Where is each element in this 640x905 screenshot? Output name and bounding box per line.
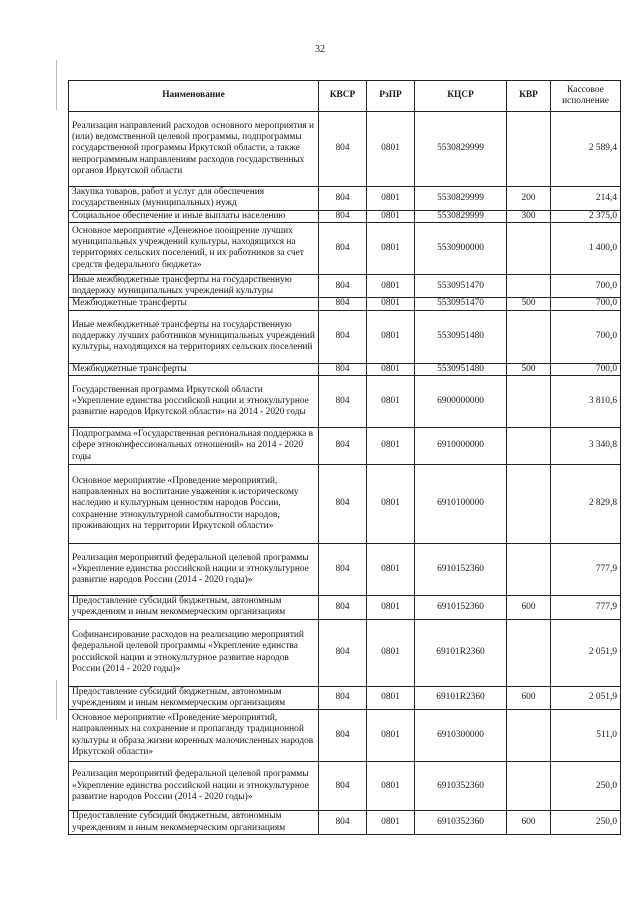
cell-rzpr: 0801 <box>367 428 415 465</box>
table-row <box>69 363 621 375</box>
cell-rzpr: 0801 <box>367 376 415 428</box>
cell-rzpr: 0801 <box>367 210 415 222</box>
cell-kvr: 500 <box>507 363 551 375</box>
cell-name: Реализация направлений расходов основного мероприятия и (или) ведомственной целевой программы, подпрограммы государственной программы Иркутской области, а также непрограммным направлениям расходов государственных органов Иркутской области <box>69 112 319 187</box>
cell-amount: 2 375,0 <box>551 210 621 222</box>
cell-kvsr: 804 <box>319 363 367 375</box>
cell-rzpr: 0801 <box>367 710 415 762</box>
cell-amount: 700,0 <box>551 310 621 363</box>
cell-kcsr: 5530829999 <box>415 210 507 222</box>
table-row <box>69 310 621 363</box>
cell-rzpr: 0801 <box>367 112 415 187</box>
cell-name: Иные межбюджетные трансферты на государственную поддержку муниципальных учреждений культуры <box>69 274 319 298</box>
cell-kvr <box>507 710 551 762</box>
cell-kcsr: 5530951480 <box>415 363 507 375</box>
cell-amount: 777,9 <box>551 596 621 620</box>
cell-kcsr: 6900000000 <box>415 376 507 428</box>
cell-kvr <box>507 544 551 596</box>
cell-amount: 3 810,6 <box>551 376 621 428</box>
cell-rzpr: 0801 <box>367 811 415 835</box>
header-kcsr: КЦСР <box>415 81 507 112</box>
cell-amount: 700,0 <box>551 363 621 375</box>
table-row <box>69 596 621 620</box>
table-row <box>69 298 621 310</box>
table-row <box>69 112 621 187</box>
cell-kvr <box>507 376 551 428</box>
header-amount: Кассовое исполнение <box>551 81 621 112</box>
cell-kvr <box>507 222 551 274</box>
cell-kvr <box>507 112 551 187</box>
cell-name: Основное мероприятие «Денежное поощрение лучших муниципальных учреждений культуры, находящихся на территориях сельских поселений, и их работников за счет средств федерального бюджета» <box>69 222 319 274</box>
cell-kvr: 600 <box>507 596 551 620</box>
cell-rzpr: 0801 <box>367 187 415 211</box>
cell-kvr: 500 <box>507 298 551 310</box>
cell-rzpr: 0801 <box>367 274 415 298</box>
table-row <box>69 710 621 762</box>
table-row <box>69 274 621 298</box>
table-row <box>69 210 621 222</box>
cell-kvsr: 804 <box>319 222 367 274</box>
cell-kvsr: 804 <box>319 187 367 211</box>
cell-name: Межбюджетные трансферты <box>69 298 319 310</box>
cell-name: Софинансирование расходов на реализацию мероприятий федеральной целевой программы «Укрепление единства российской нации и этнокультурное развитие народов России (2014 - 2020 годы)» <box>69 619 319 686</box>
cell-amount: 511,0 <box>551 710 621 762</box>
cell-amount: 2 051,9 <box>551 686 621 710</box>
cell-kvsr: 804 <box>319 298 367 310</box>
cell-amount: 1 400,0 <box>551 222 621 274</box>
cell-kvr <box>507 428 551 465</box>
cell-amount: 700,0 <box>551 274 621 298</box>
cell-kvr <box>507 274 551 298</box>
table-row <box>69 187 621 211</box>
cell-kvsr: 804 <box>319 210 367 222</box>
cell-amount: 2 051,9 <box>551 619 621 686</box>
table-row <box>69 762 621 811</box>
margin-mark <box>56 60 57 110</box>
cell-kcsr: 6910352360 <box>415 811 507 835</box>
cell-kvr <box>507 465 551 544</box>
header-rzpr: РзПР <box>367 81 415 112</box>
cell-amount: 250,0 <box>551 811 621 835</box>
table-row <box>69 811 621 835</box>
cell-kcsr: 5530829999 <box>415 187 507 211</box>
cell-name: Межбюджетные трансферты <box>69 363 319 375</box>
cell-amount: 700,0 <box>551 298 621 310</box>
table-row <box>69 619 621 686</box>
cell-kvsr: 804 <box>319 619 367 686</box>
cell-name: Предоставление субсидий бюджетным, автономным учреждениям и иным некоммерческим организациям <box>69 811 319 835</box>
cell-kcsr: 5530900000 <box>415 222 507 274</box>
cell-kvsr: 804 <box>319 762 367 811</box>
cell-amount: 250,0 <box>551 762 621 811</box>
cell-rzpr: 0801 <box>367 363 415 375</box>
cell-kcsr: 6910000000 <box>415 428 507 465</box>
cell-rzpr: 0801 <box>367 544 415 596</box>
cell-kvsr: 804 <box>319 376 367 428</box>
cell-rzpr: 0801 <box>367 762 415 811</box>
header-name: Наименование <box>69 81 319 112</box>
cell-kcsr: 5530951470 <box>415 274 507 298</box>
table-header-row <box>69 81 621 112</box>
cell-kcsr: 69101R2360 <box>415 686 507 710</box>
cell-name: Социальное обеспечение и иные выплаты населению <box>69 210 319 222</box>
cell-name: Реализация мероприятий федеральной целевой программы «Укрепление единства российской нации и этнокультурное развитие народов России (2014 - 2020 годы)» <box>69 762 319 811</box>
cell-kvsr: 804 <box>319 596 367 620</box>
table-row <box>69 428 621 465</box>
cell-kvr: 200 <box>507 187 551 211</box>
cell-kcsr: 6910100000 <box>415 465 507 544</box>
cell-amount: 2 589,4 <box>551 112 621 187</box>
cell-name: Основное мероприятие «Проведение мероприятий, направленных на воспитание уважения к историческому наследию и культурным ценностям народов России, сохранение этнокультурной самобытности народов, проживающих на территории Иркутской области» <box>69 465 319 544</box>
header-kvr: КВР <box>507 81 551 112</box>
cell-kvr <box>507 310 551 363</box>
table-row <box>69 686 621 710</box>
cell-kcsr: 5530951480 <box>415 310 507 363</box>
cell-name: Предоставление субсидий бюджетным, автономным учреждениям и иным некоммерческим организациям <box>69 596 319 620</box>
cell-name: Подпрограмма «Государственная региональная поддержка в сфере этноконфессиональных отношений» на 2014 - 2020 годы <box>69 428 319 465</box>
cell-name: Основное мероприятие «Проведение мероприятий, направленных на сохранение и пропаганду традиционной культуры и образа жизни коренных малочисленных народов Иркутской области» <box>69 710 319 762</box>
cell-rzpr: 0801 <box>367 619 415 686</box>
cell-rzpr: 0801 <box>367 686 415 710</box>
cell-kvsr: 804 <box>319 112 367 187</box>
cell-name: Реализация мероприятий федеральной целевой программы «Укрепление единства российской нации и этнокультурное развитие народов России (2014 - 2020 годы)» <box>69 544 319 596</box>
cell-kvsr: 804 <box>319 811 367 835</box>
cell-name: Иные межбюджетные трансферты на государственную поддержку лучших работников муниципальных учреждений культуры, находящихся на территориях сельских поселений <box>69 310 319 363</box>
cell-kvr: 300 <box>507 210 551 222</box>
cell-name: Закупка товаров, работ и услуг для обеспечения государственных (муниципальных) нужд <box>69 187 319 211</box>
cell-rzpr: 0801 <box>367 465 415 544</box>
cell-amount: 777,9 <box>551 544 621 596</box>
cell-kvsr: 804 <box>319 686 367 710</box>
table-row <box>69 465 621 544</box>
cell-kcsr: 5530829999 <box>415 112 507 187</box>
cell-kvsr: 804 <box>319 544 367 596</box>
cell-kvsr: 804 <box>319 465 367 544</box>
page-number: 32 <box>315 44 325 55</box>
cell-kvr <box>507 619 551 686</box>
cell-kvsr: 804 <box>319 274 367 298</box>
table-row <box>69 222 621 274</box>
cell-amount: 3 340,8 <box>551 428 621 465</box>
budget-table <box>68 80 621 835</box>
cell-kvsr: 804 <box>319 428 367 465</box>
cell-rzpr: 0801 <box>367 596 415 620</box>
cell-kvr: 600 <box>507 811 551 835</box>
cell-kvsr: 804 <box>319 710 367 762</box>
cell-kcsr: 6910352360 <box>415 762 507 811</box>
cell-kcsr: 6910152360 <box>415 544 507 596</box>
cell-amount: 2 829,8 <box>551 465 621 544</box>
table-row <box>69 376 621 428</box>
cell-kvr: 600 <box>507 686 551 710</box>
cell-rzpr: 0801 <box>367 298 415 310</box>
cell-name: Государственная программа Иркутской области «Укрепление единства российской нации и этнокультурное развитие народов Иркутской области» на 2014 - 2020 годы <box>69 376 319 428</box>
cell-amount: 214,4 <box>551 187 621 211</box>
cell-rzpr: 0801 <box>367 310 415 363</box>
header-kvsr: КВСР <box>319 81 367 112</box>
cell-kcsr: 69101R2360 <box>415 619 507 686</box>
cell-kcsr: 6910152360 <box>415 596 507 620</box>
cell-kvsr: 804 <box>319 310 367 363</box>
cell-rzpr: 0801 <box>367 222 415 274</box>
cell-kcsr: 6910300000 <box>415 710 507 762</box>
table-row <box>69 544 621 596</box>
cell-name: Предоставление субсидий бюджетным, автономным учреждениям и иным некоммерческим организациям <box>69 686 319 710</box>
cell-kcsr: 5530951470 <box>415 298 507 310</box>
margin-mark <box>56 680 57 720</box>
cell-kvr <box>507 762 551 811</box>
